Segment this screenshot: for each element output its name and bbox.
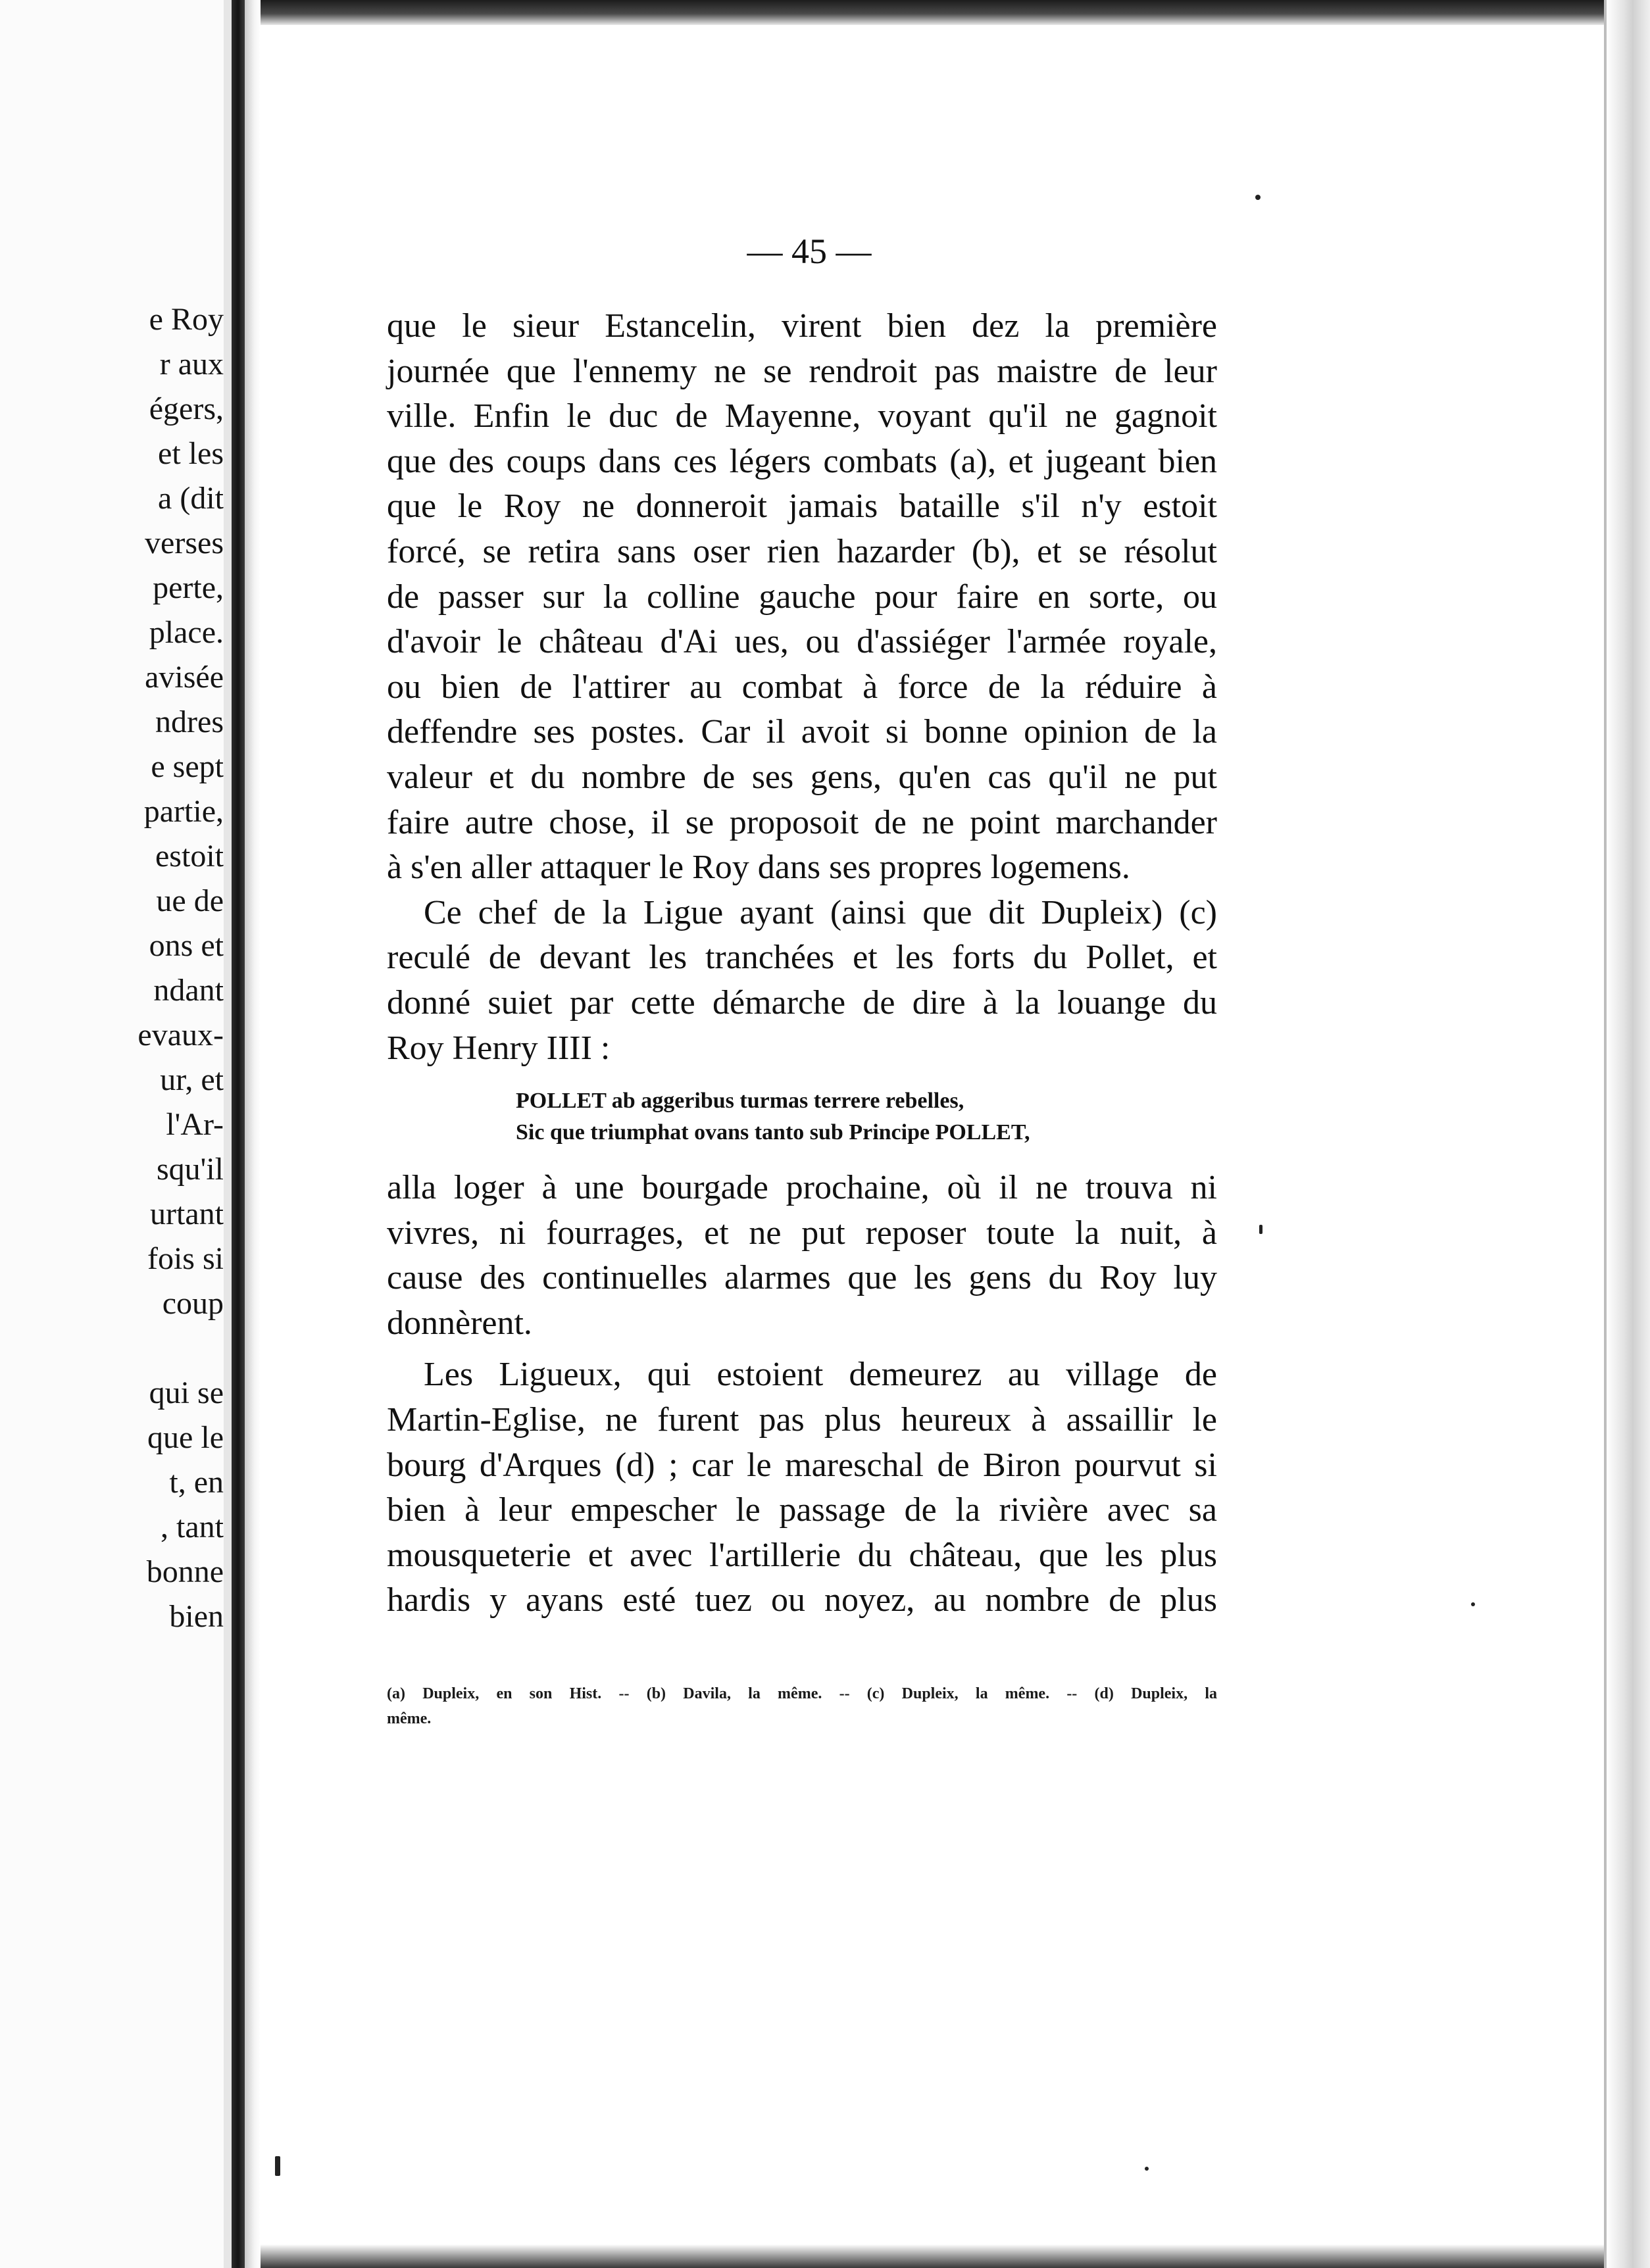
left-fragment: e sept	[151, 749, 224, 784]
text-line: forcé, se retira sans oser rien hazarder (b), et se résolut	[387, 532, 1217, 570]
book-binding-shadow	[232, 0, 245, 2268]
text-line: hardis y ayans esté tuez ou noyez, au nombre de plus	[387, 1581, 1217, 1619]
text-line: de passer sur la colline gauche pour faire en sorte, ou	[387, 578, 1217, 616]
left-fragment: ue de	[156, 883, 224, 918]
left-fragment: estoit	[155, 839, 224, 874]
footnote-line: (a) Dupleix, en son Hist. -- (b) Davila, la même. -- (c) Dupleix, la même. -- (d) Dupleix, la	[387, 1685, 1217, 1702]
verse-line: Sic que triumphat ovans tanto sub Principe POLLET,	[516, 1120, 1030, 1145]
ink-speck	[1255, 195, 1261, 200]
left-fragment: ons et	[149, 928, 224, 963]
verse-line: POLLET ab aggeribus turmas terrere rebelles,	[516, 1089, 964, 1114]
spacer	[387, 1346, 1217, 1352]
left-fragment: a (dit	[158, 481, 224, 516]
left-fragment: bien	[169, 1599, 224, 1634]
left-fragment: evaux-	[138, 1018, 224, 1052]
spacer	[387, 1071, 1217, 1085]
latin-verse	[387, 1085, 1217, 1148]
ink-speck	[275, 2156, 280, 2176]
text-line: vivres, ni fourrages, et ne put reposer toute la nuit, à	[387, 1214, 1217, 1252]
left-fragment: place.	[149, 615, 224, 650]
text-line: alla loger à une bourgade prochaine, où il ne trouva ni	[387, 1169, 1217, 1207]
left-fragment: , tant	[161, 1510, 224, 1544]
text-line: Roy Henry IIII :	[387, 1029, 611, 1067]
left-fragment: perte,	[153, 570, 224, 605]
text-line: ville. Enfin le duc de Mayenne, voyant qu'il ne gagnoit	[387, 397, 1217, 435]
text-line: journée que l'ennemy ne se rendroit pas maistre de leur	[387, 352, 1217, 390]
paragraph-1	[387, 304, 1217, 891]
text-line: que le Roy ne donneroit jamais bataille s'il n'y estoit	[387, 487, 1217, 526]
top-page-edge	[261, 0, 1604, 25]
left-fragment: l'Ar-	[166, 1107, 224, 1142]
left-fragment: ur, et	[160, 1062, 224, 1097]
paragraph-4	[387, 1352, 1217, 1623]
left-fragment: qui se	[149, 1375, 224, 1410]
ink-speck	[1145, 2167, 1149, 2171]
text-line: valeur et du nombre de ses gens, qu'en cas qu'il ne put	[387, 758, 1217, 796]
body-text	[387, 304, 1217, 1623]
right-page-edge	[1604, 0, 1650, 2268]
text-line: donné suiet par cette démarche de dire à la louange du	[387, 983, 1217, 1022]
text-line: Ce chef de la Ligue ayant (ainsi que dit Dupleix) (c)	[424, 893, 1217, 931]
left-fragment: t, en	[169, 1465, 224, 1500]
page-number: — 45 —	[747, 232, 872, 271]
left-fragment: bonne	[146, 1554, 224, 1589]
bottom-page-edge	[261, 2244, 1604, 2268]
text-line: reculé de devant les tranchées et les forts du Pollet, et	[387, 939, 1217, 977]
text-line: que des coups dans ces légers combats (a), et jugeant bien	[387, 442, 1217, 480]
ink-speck	[1259, 1225, 1262, 1234]
left-fragment: verses	[145, 526, 224, 560]
text-line: faire autre chose, il se proposoit de ne point marchander	[387, 803, 1217, 841]
text-line: que le sieur Estancelin, virent bien dez la première	[387, 307, 1217, 345]
left-fragment: et les	[158, 436, 224, 471]
left-fragment: ndres	[155, 704, 224, 739]
text-line: bien à leur empescher le passage de la rivière avec sa	[387, 1491, 1217, 1529]
text-line: bourg d'Arques (d) ; car le mareschal de Biron pourvut si	[387, 1446, 1217, 1484]
spacer	[387, 1148, 1217, 1166]
ink-speck	[1471, 1602, 1475, 1606]
text-line: Martin-Eglise, ne furent pas plus heureux à assaillir le	[387, 1401, 1217, 1439]
left-fragment: fois si	[147, 1241, 224, 1276]
left-fragment: r aux	[159, 347, 224, 382]
text-line: Les Ligueux, qui estoient demeurez au village de	[424, 1356, 1217, 1394]
gutter	[224, 0, 232, 2268]
text-line: ou bien de l'attirer au combat à force de la réduire à	[387, 668, 1217, 706]
left-fragment: urtant	[150, 1196, 224, 1231]
left-fragment: squ'il	[157, 1152, 224, 1187]
left-fragment: avisée	[145, 660, 224, 695]
left-fragment: égers,	[149, 391, 224, 426]
text-line: à s'en aller attaquer le Roy dans ses propres logemens.	[387, 849, 1130, 887]
text-line: donnèrent.	[387, 1304, 532, 1342]
text-line: cause des continuelles alarmes que les gens du Roy luy	[387, 1259, 1217, 1297]
text-line: deffendre ses postes. Car il avoit si bonne opinion de la	[387, 713, 1217, 751]
paragraph-2	[387, 891, 1217, 1071]
gutter-shadow	[245, 0, 261, 2268]
left-fragment: e Roy	[149, 302, 224, 337]
left-fragment: coup	[162, 1286, 224, 1321]
left-fragment: que le	[147, 1420, 224, 1455]
left-facing-page	[0, 0, 224, 2268]
footnotes	[387, 1681, 1217, 1731]
text-line: d'avoir le château d'Ai ues, ou d'assiéger l'armée royale,	[387, 623, 1217, 661]
left-fragment: ndant	[153, 973, 224, 1008]
text-line: mousqueterie et avec l'artillerie du château, que les plus	[387, 1536, 1217, 1574]
paragraph-3	[387, 1166, 1217, 1346]
left-fragment: partie,	[143, 794, 224, 829]
footnote-line: même.	[387, 1710, 432, 1727]
